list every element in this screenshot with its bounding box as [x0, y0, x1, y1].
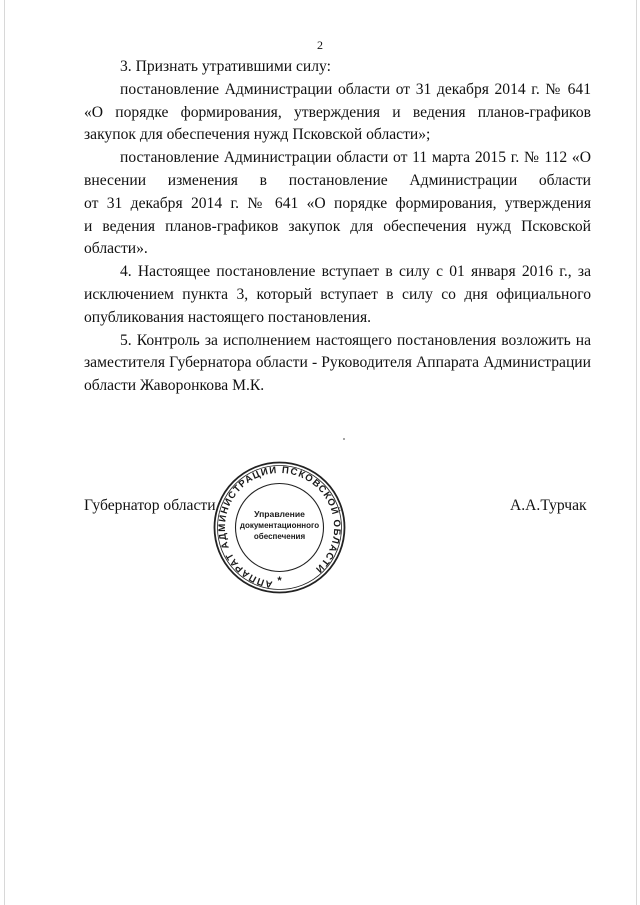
seal-center-line-1: Управление [254, 509, 305, 519]
seal-center-line-3: обеспечения [253, 532, 306, 541]
signatory-position: Губернатор области [84, 497, 216, 514]
paragraph-item-3: 3. Признать утратившими силу: [120, 58, 331, 75]
official-seal-stamp [212, 460, 347, 595]
page-edge-left [4, 0, 5, 905]
signatory-name: А.А.Турчак [510, 497, 587, 514]
page-edge-right [636, 0, 637, 905]
document-body [84, 56, 591, 398]
page-number: 2 [317, 38, 323, 52]
paragraph-repealed-act-1: постановление Администрации области от 31 декабря 2014 г. № 641 «О порядке формирования, утверждения и ведения планов-графиков закупок для обеспечения нужд Псковской области»; [84, 80, 591, 144]
paragraph-item-5: 5. Контроль за исполнением настоящего постановления возложить на заместителя Губернатора области - Руководителя Аппарата Администрации области Жаворонкова М.К. [84, 331, 591, 395]
seal-center-line-2: документационного [239, 521, 320, 530]
seal-star-icon: * [277, 575, 282, 587]
scan-speck [343, 438, 345, 440]
paragraph-repealed-act-2-line-4: и ведения планов-графиков закупок для обеспечения нужд Псковской [84, 217, 591, 235]
paragraph-repealed-act-2-line-3: от 31 декабря 2014 г. № 641 «О порядке формирования, утверждения [84, 194, 591, 212]
paragraph-repealed-act-2-line-1: постановление Администрации области от 11 марта 2015 г. № 112 «О [120, 149, 591, 167]
paragraph-repealed-act-2-line-2: внесении изменения в постановление Администрации области [84, 171, 591, 189]
paragraph-item-4: 4. Настоящее постановление вступает в силу с 01 января 2016 г., за исключением пункта 3, который вступает в силу со дня официального опубликования настоящего постановления. [84, 263, 591, 326]
seal-ring-text: АППАРАТ АДМИНИСТРАЦИИ ПСКОВСКОЙ ОБЛАСТИ [217, 464, 343, 590]
paragraph-repealed-act-2-line-5: области». [84, 240, 148, 258]
